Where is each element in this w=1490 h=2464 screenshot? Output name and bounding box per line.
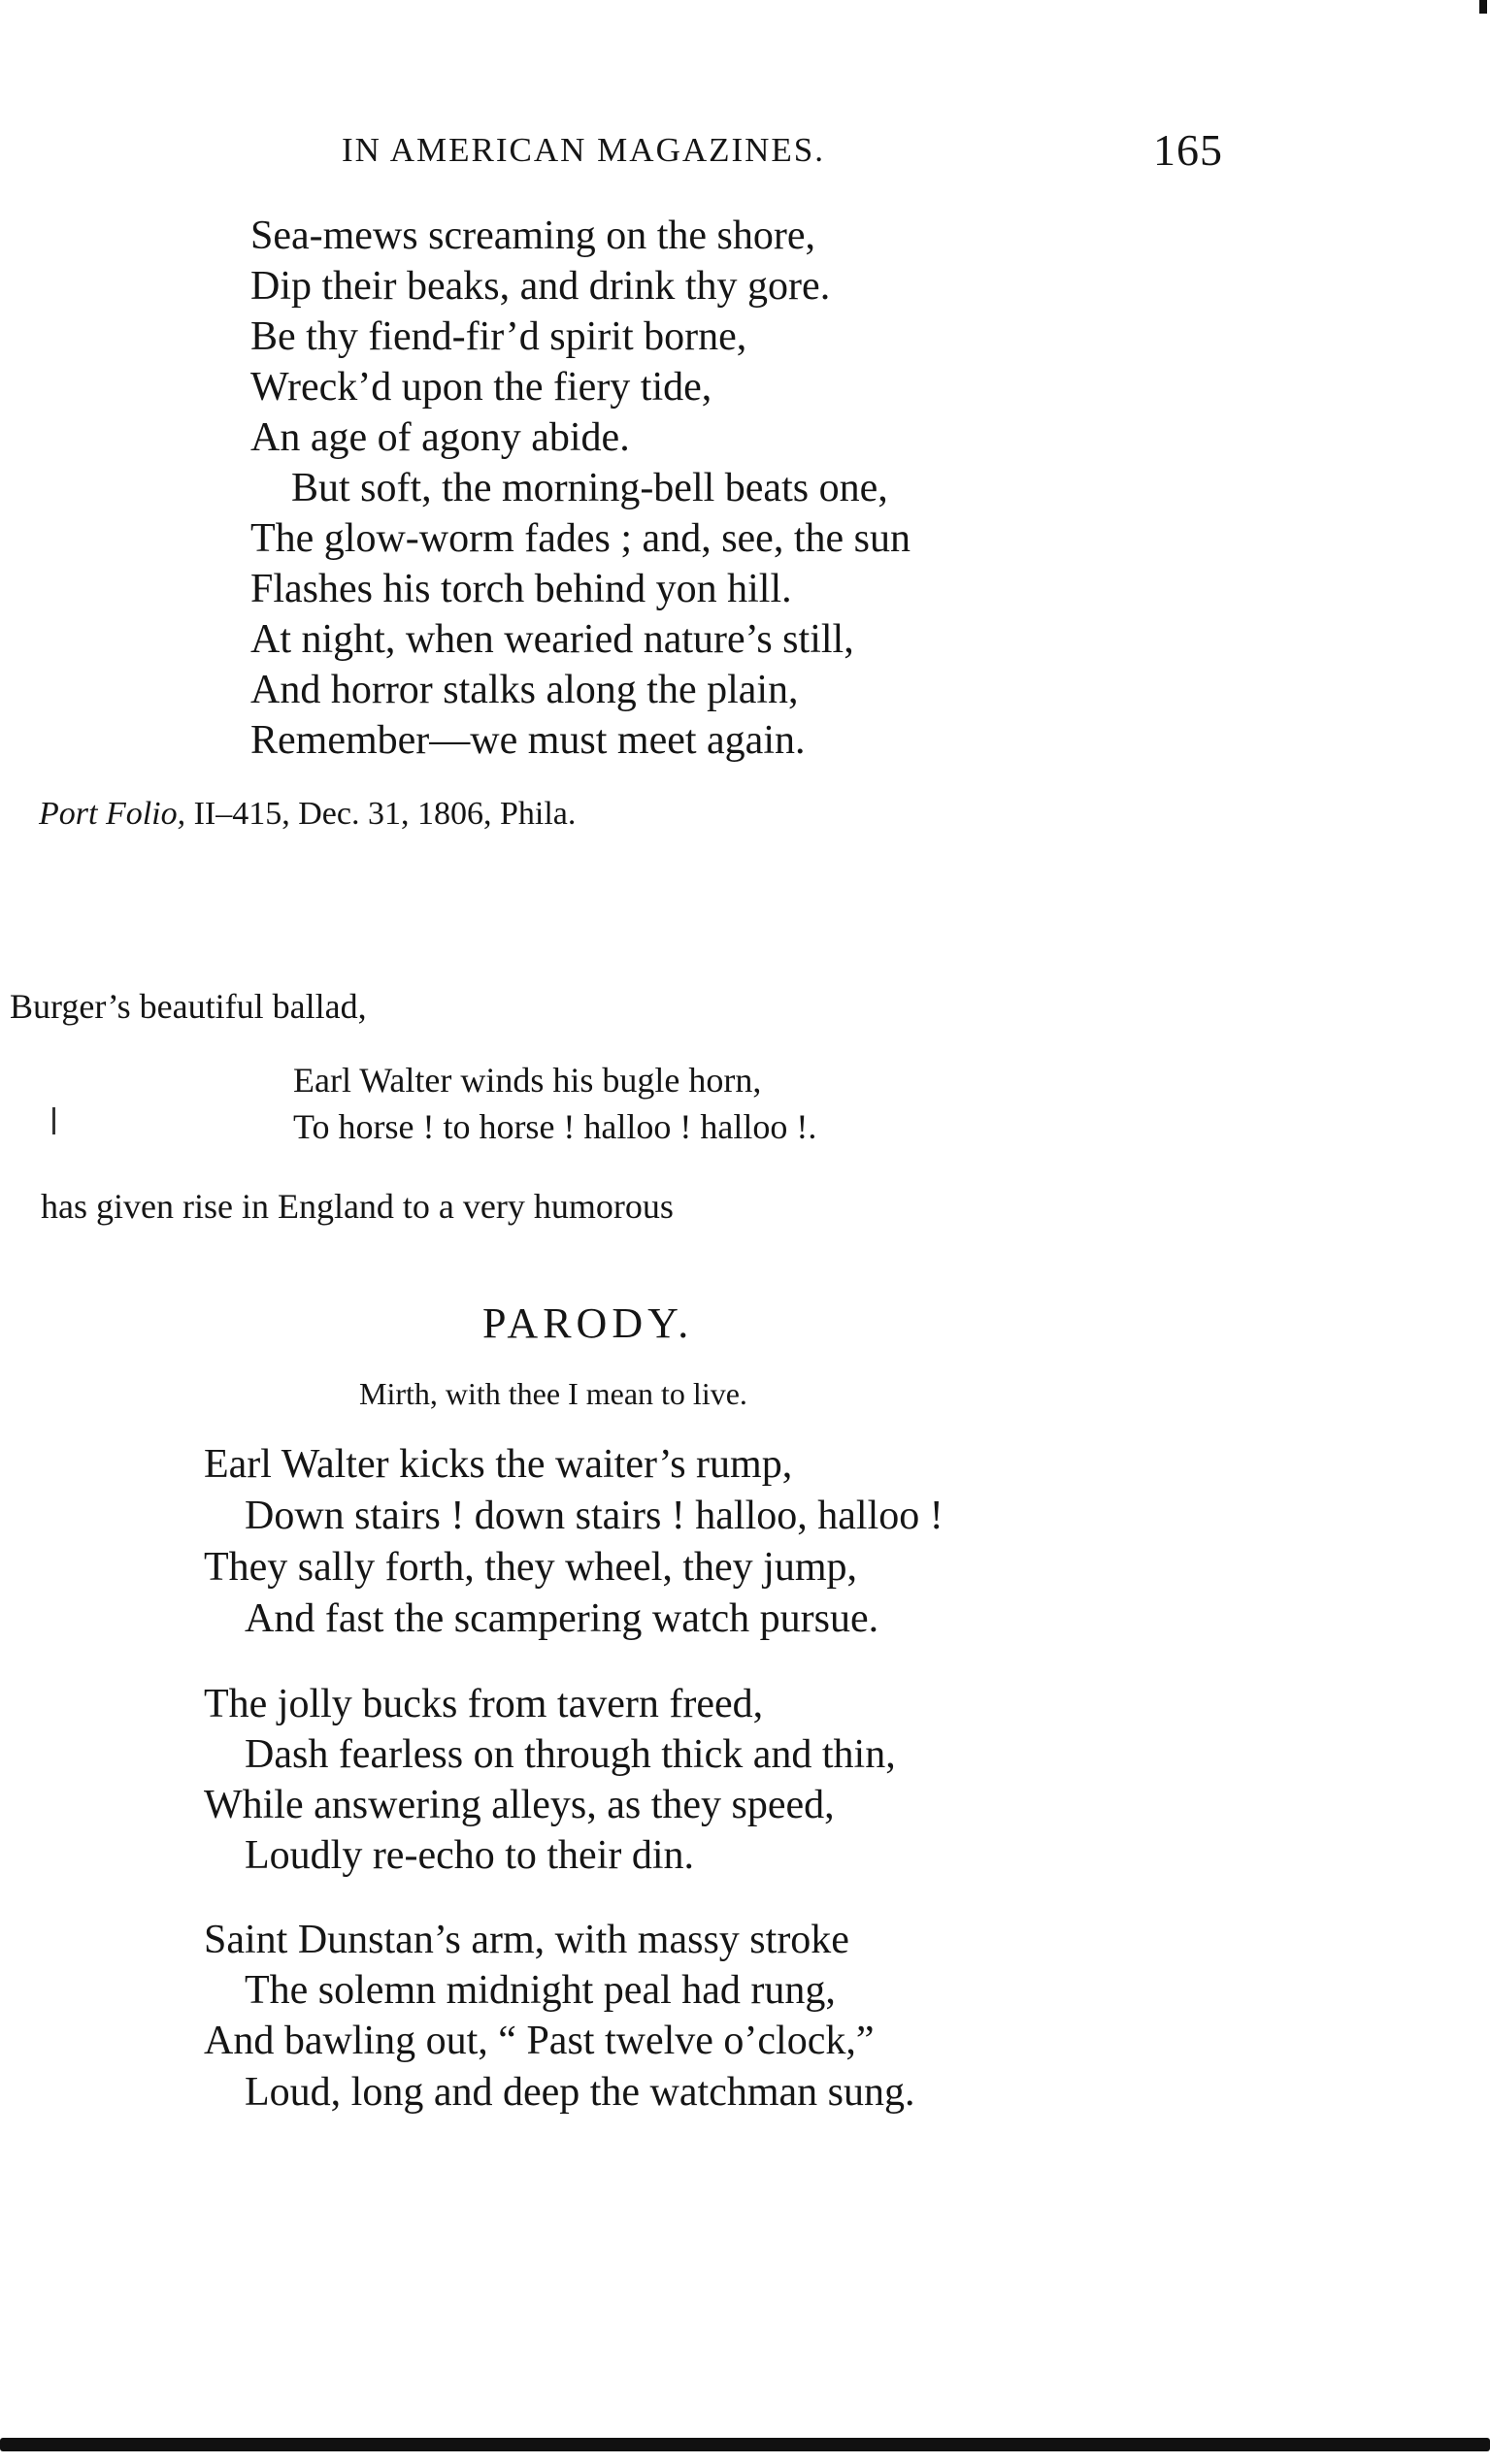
quoted-line: Earl Walter winds his bugle horn,	[293, 1061, 762, 1100]
scan-corner-mark	[1479, 0, 1487, 14]
poem-line: Sea-mews screaming on the shore,	[250, 214, 815, 258]
stanza-line: And bawling out, “ Past twelve o’clock,”	[204, 2019, 875, 2063]
stanza-line: Down stairs ! down stairs ! halloo, halloo !	[245, 1494, 944, 1538]
poem-line: Be thy fiend-fir’d spirit borne,	[250, 314, 747, 359]
poem-line: But soft, the morning-bell beats one,	[291, 466, 888, 510]
stanza-line: Earl Walter kicks the waiter’s rump,	[204, 1442, 793, 1487]
page-number: 165	[1153, 125, 1223, 175]
poem-line: Wreck’d upon the fiery tide,	[250, 365, 712, 410]
stanza-line: While answering alleys, as they speed,	[204, 1783, 835, 1827]
stanza-line: And fast the scampering watch pursue.	[245, 1596, 879, 1641]
citation-source: Port Folio,	[39, 796, 186, 832]
poem-line: Dip their beaks, and drink thy gore.	[250, 264, 831, 309]
margin-mark	[52, 1107, 55, 1134]
stanza-line: Dash fearless on through thick and thin,	[245, 1732, 896, 1777]
citation-details: II–415, Dec. 31, 1806, Phila.	[185, 796, 577, 832]
poem-line: The glow-worm fades ; and, see, the sun	[250, 516, 911, 561]
poem-line: Flashes his torch behind yon hill.	[250, 567, 792, 611]
section-heading: PARODY.	[482, 1299, 694, 1347]
poem-line: And horror stalks along the plain,	[250, 668, 799, 712]
page-edge-shadow	[0, 2438, 1490, 2451]
running-head: IN AMERICAN MAGAZINES.	[342, 131, 826, 169]
intro-text: Burger’s beautiful ballad,	[10, 987, 367, 1026]
poem-line: At night, when wearied nature’s still,	[250, 617, 854, 662]
stanza-line: Loudly re-echo to their din.	[245, 1833, 695, 1878]
poem-line: An age of agony abide.	[250, 415, 630, 460]
poem-line: Remember—we must meet again.	[250, 718, 806, 763]
stanza-line: Loud, long and deep the watchman sung.	[245, 2070, 915, 2115]
stanza-line: The jolly bucks from tavern freed,	[204, 1682, 764, 1726]
stanza-line: The solemn midnight peal had rung,	[245, 1968, 836, 2013]
intro-text: has given rise in England to a very humorous	[41, 1187, 674, 1226]
stanza-line: They sally forth, they wheel, they jump,	[204, 1545, 858, 1590]
source-citation	[39, 796, 576, 833]
quoted-line: To horse ! to horse ! halloo ! halloo !.	[293, 1107, 817, 1146]
epigraph: Mirth, with thee I mean to live.	[359, 1376, 747, 1411]
stanza-line: Saint Dunstan’s arm, with massy stroke	[204, 1918, 849, 1962]
